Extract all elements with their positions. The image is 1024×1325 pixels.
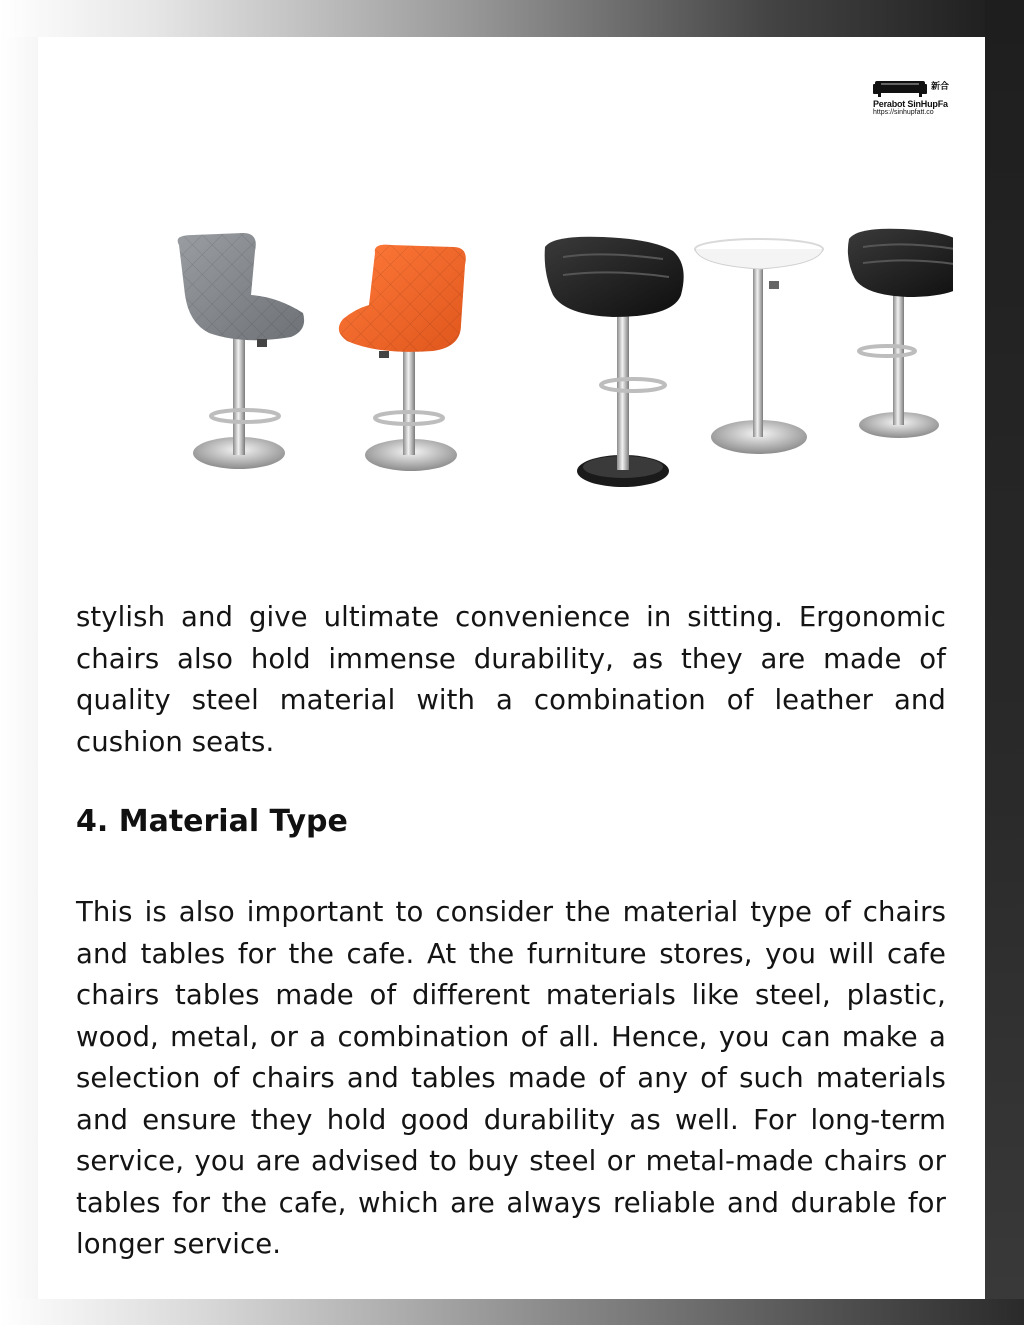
page-frame-left [0,37,38,1299]
company-logo [873,77,953,119]
section-heading-material-type: 4. Material Type [76,804,348,839]
grey-bar-stool [178,233,305,469]
paragraph-material-type: This is also important to consider the material type of chairs and tables for the cafe. At the furniture stores, you will cafe chairs tables made of different materials like steel, plastic, wood, metal, or a combination of all. Hence, you can make a selection of chairs and tables made of any of such materials and ensure they hold good durability as well. For long-term service, you are advised to buy steel or metal-made chairs or tables for the cafe, which are always reliable and durable for longer service. [76,896,946,1260]
black-bar-stool-right [848,229,953,438]
logo-chinese-text: 新合 [931,82,950,92]
page-frame-bottom [0,1299,1024,1325]
black-bar-stool-left [545,237,684,487]
white-bar-table [695,239,823,454]
bar-stools-product-image [133,185,953,505]
logo-url-text: https://sinhupfatt.co [873,109,934,116]
logo-brand-text: Perabot SinHupFa [873,99,948,109]
orange-bar-stool [339,245,466,471]
page-frame-right [985,0,1024,1325]
paragraph-ergonomic-chairs: stylish and give ultimate convenience in sitting. Ergonomic chairs also hold immense durability, as they are made of quality steel material with a combination of leather and cushion seats. [76,601,946,758]
page-frame-top [0,0,1024,37]
document-page [38,37,985,1299]
